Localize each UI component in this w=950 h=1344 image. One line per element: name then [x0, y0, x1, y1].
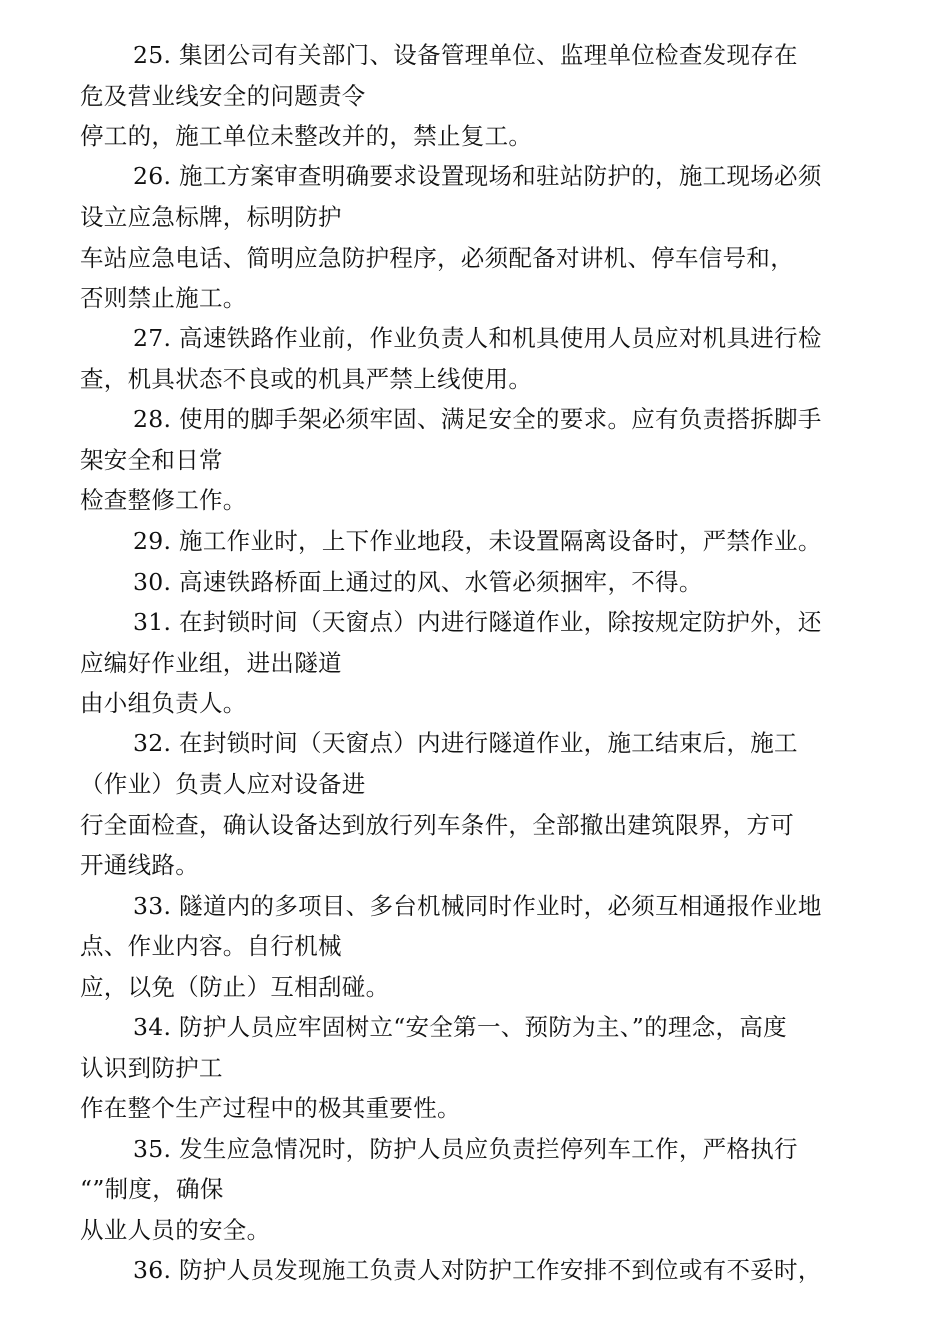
item-25-line-1: 25. 集团公司有关部门、设备管理单位、监理单位检查发现存在 — [133, 41, 798, 69]
item-30-line-1: 30. 高速铁路桥面上通过的风、水管必须捆牢，不得。 — [133, 568, 703, 596]
item-32-line-4: 开通线路。 — [80, 851, 199, 879]
item-27-line-2: 查，机具状态不良或的机具严禁上线使用。 — [80, 365, 533, 393]
item-32-line-3: 行全面检查，确认设备达到放行列车条件，全部撤出建筑限界，方可 — [80, 811, 794, 839]
item-36-line-1: 36. 防护人员发现施工负责人对防护工作安排不到位或有不妥时， — [133, 1256, 822, 1284]
item-26-line-1: 26. 施工方案审查明确要求设置现场和驻站防护的，施工现场必须 — [133, 162, 822, 190]
item-33-line-1: 33. 隧道内的多项目、多台机械同时作业时，必须互相通报作业地 — [133, 892, 822, 920]
item-34-line-3: 作在整个生产过程中的极其重要性。 — [80, 1094, 461, 1122]
item-31-line-3: 由小组负责人。 — [80, 689, 247, 717]
item-35-line-1: 35. 发生应急情况时，防护人员应负责拦停列车工作，严格执行 — [133, 1135, 798, 1163]
item-34-line-2: 认识到防护工 — [80, 1054, 223, 1082]
item-35-line-2: “”制度，确保 — [80, 1175, 224, 1203]
item-31-line-1: 31. 在封锁时间（天窗点）内进行隧道作业，除按规定防护外，还 — [133, 608, 822, 636]
item-26-line-2: 设立应急标牌，标明防护 — [80, 203, 342, 231]
item-32-line-1: 32. 在封锁时间（天窗点）内进行隧道作业，施工结束后，施工 — [133, 729, 798, 757]
item-28-line-3: 检查整修工作。 — [80, 486, 247, 514]
item-28-line-1: 28. 使用的脚手架必须牢固、满足安全的要求。应有负责搭拆脚手 — [133, 405, 822, 433]
item-25-line-2: 危及营业线安全的问题责令 — [80, 82, 366, 110]
item-29-line-1: 29. 施工作业时，上下作业地段，未设置隔离设备时，严禁作业。 — [133, 527, 822, 555]
item-35-line-3: 从业人员的安全。 — [80, 1216, 271, 1244]
item-27-line-1: 27. 高速铁路作业前，作业负责人和机具使用人员应对机具进行检 — [133, 324, 822, 352]
item-26-line-4: 否则禁止施工。 — [80, 284, 247, 312]
item-26-line-3: 车站应急电话、简明应急防护程序，必须配备对讲机、停车信号和， — [80, 244, 794, 272]
item-34-line-1: 34. 防护人员应牢固树立“安全第一、预防为主、”的理念，高度 — [133, 1013, 787, 1041]
item-32-line-2: （作业）负责人应对设备进 — [80, 770, 366, 798]
item-33-line-2: 点、作业内容。自行机械 — [80, 932, 342, 960]
item-28-line-2: 架安全和日常 — [80, 446, 223, 474]
item-33-line-3: 应，以免（防止）互相刮碰。 — [80, 973, 390, 1001]
item-25-line-3: 停工的，施工单位未整改并的，禁止复工。 — [80, 122, 533, 150]
item-31-line-2: 应编好作业组，进出隧道 — [80, 649, 342, 677]
